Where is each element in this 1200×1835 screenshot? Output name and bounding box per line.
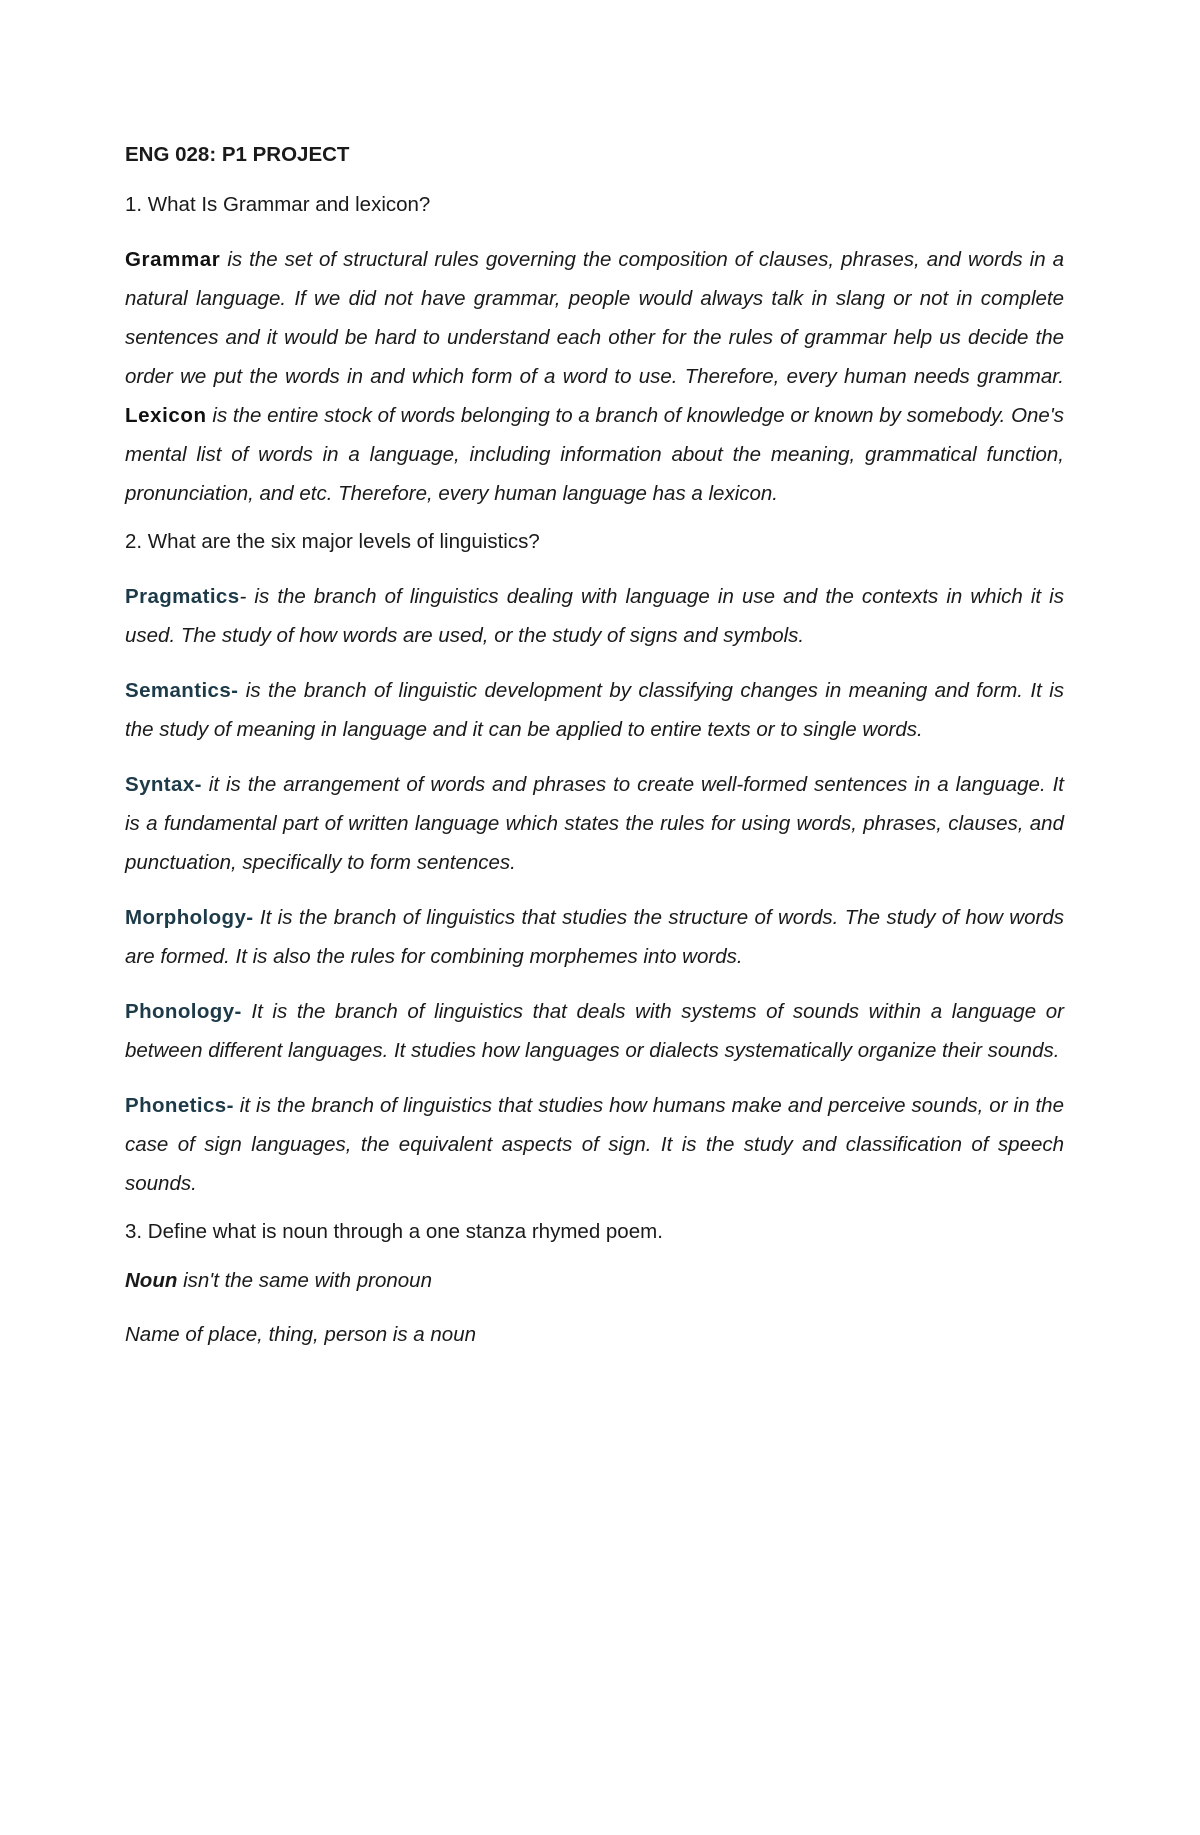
answer-1-paragraph <box>125 240 1064 513</box>
level-term: Semantics- <box>125 679 239 702</box>
level-semantics <box>125 671 1064 749</box>
level-phonetics <box>125 1086 1064 1203</box>
poem-line-2: Name of place, thing, person is a noun <box>125 1323 476 1346</box>
poem-line-1 <box>125 1267 1064 1295</box>
level-term: Pragmatics <box>125 585 240 608</box>
level-term: Phonetics- <box>125 1094 234 1117</box>
grammar-definition: is the set of structural rules governing the composition of clauses, phrases, and words in a natural language. If we did not have grammar, people would always talk in slang or not in complete sentences and it would be hard to understand each other for the rules of grammar help us decide the order we put the words in and which form of a word to use. Therefore, every human needs grammar. <box>125 248 1064 388</box>
level-definition: is the branch of linguistic development by classifying changes in meaning and form. It is the study of meaning in language and it can be applied to entire texts or to single words. <box>125 679 1064 741</box>
question-3: 3. Define what is noun through a one stanza rhymed poem. <box>125 1220 663 1243</box>
poem-line-1-text: isn't the same with pronoun <box>177 1269 432 1292</box>
level-definition: It is the branch of linguistics that studies the structure of words. The study of how words are formed. It is also the rules for combining morphemes into words. <box>125 906 1064 968</box>
question-1: 1. What Is Grammar and lexicon? <box>125 193 431 216</box>
level-term: Phonology- <box>125 1000 242 1023</box>
level-definition: it is the arrangement of words and phrases to create well-formed sentences in a language. It is a fundamental part of written language which states the rules for using words, phrases, clauses, and punctuation, specifically to form sentences. <box>125 773 1064 874</box>
lexicon-definition: is the entire stock of words belonging to a branch of knowledge or known by somebody. One's mental list of words in a language, including information about the meaning, grammatical function, pronunciation, and etc. Therefore, every human language has a lexicon. <box>125 404 1064 505</box>
level-pragmatics <box>125 577 1064 655</box>
noun-term: Noun <box>125 1269 178 1292</box>
level-term: Morphology- <box>125 906 254 929</box>
level-definition: It is the branch of linguistics that deals with systems of sounds within a language or between different languages. It studies how languages or dialects systematically organize their sounds. <box>125 1000 1064 1062</box>
question-2: 2. What are the six major levels of linguistics? <box>125 530 540 553</box>
document-title: ENG 028: P1 PROJECT <box>125 143 350 166</box>
level-definition: - is the branch of linguistics dealing with language in use and the contexts in which it is used. The study of how words are used, or the study of signs and symbols. <box>125 585 1064 647</box>
grammar-term: Grammar <box>125 248 221 271</box>
level-phonology <box>125 992 1064 1070</box>
level-definition: it is the branch of linguistics that studies how humans make and perceive sounds, or in the case of sign languages, the equivalent aspects of sign. It is the study and classification of speech sounds. <box>125 1094 1064 1195</box>
lexicon-term: Lexicon <box>125 404 207 427</box>
level-term: Syntax- <box>125 773 202 796</box>
level-syntax <box>125 765 1064 882</box>
level-morphology <box>125 898 1064 976</box>
